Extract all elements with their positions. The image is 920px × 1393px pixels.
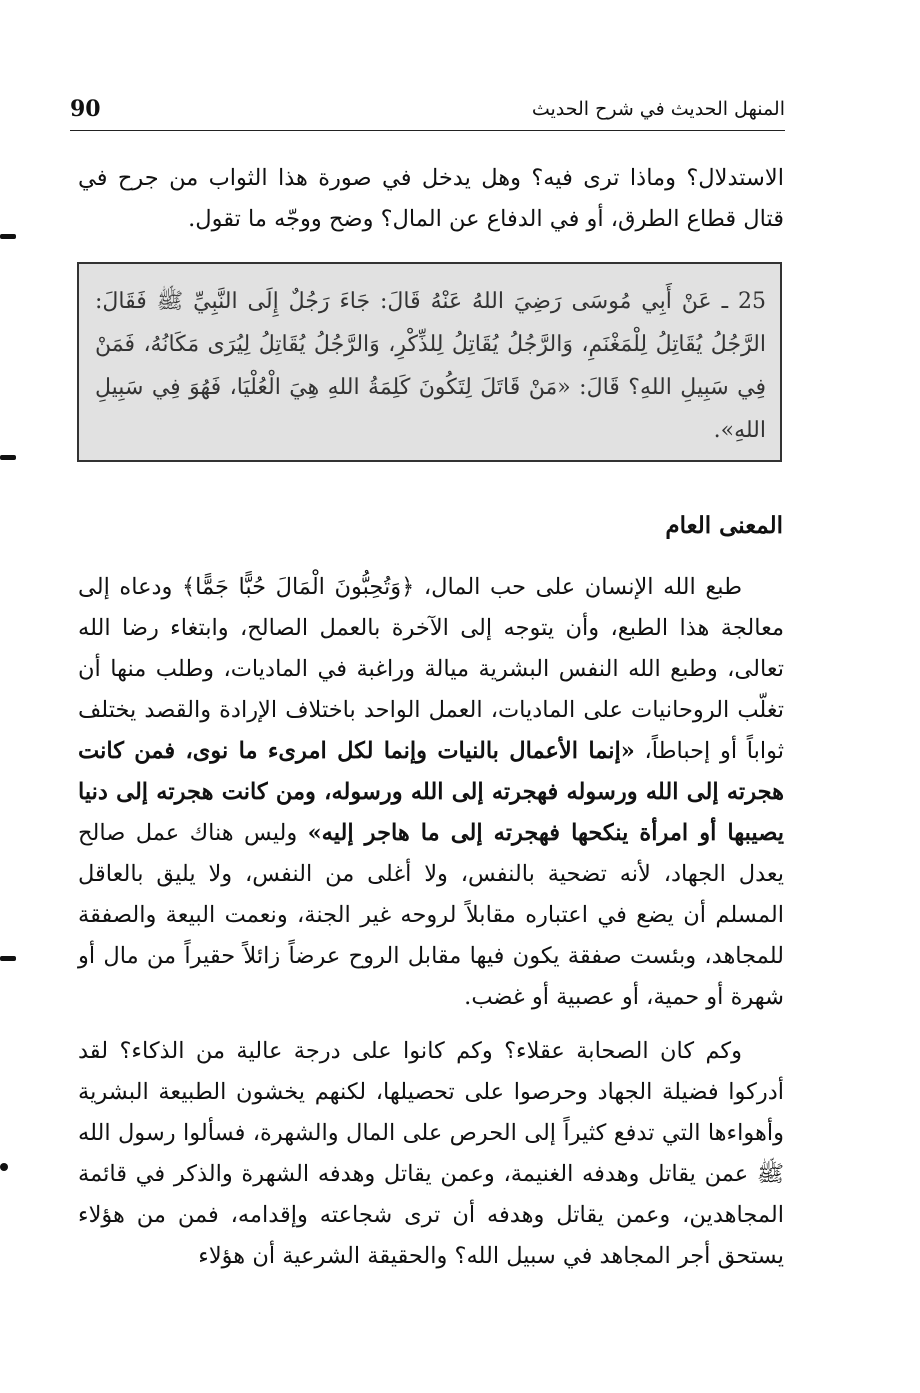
paragraph-2-text: وكم كان الصحابة عقلاء؟ وكم كانوا على درجة عالية من الذكاء؟ لقد أدركوا فضيلة الجهاد وحرصوا على تحصيلها، لكنهم يخشون الطبيعة البشرية وأهواءها التي تدفع كثيراً إلى الحرص على المال والشهرة، فسألوا رسول الله ﷺ عمن يقاتل وهدفه الغنيمة، وعمن يقاتل وهدفه الشهرة والذكر في قائمة المجاهدين، وعمن يقاتل وهدفه أن ترى شجاعته وإقدامه، فمن من هؤلاء يستحق أجر المجاهد في سبيل الله؟ والحقيقة الشرعية أن هؤلاء [78,1038,784,1269]
running-title: المنهل الحديث في شرح الحديث [531,98,785,120]
section-heading: المعنى العام [665,512,783,539]
body-paragraph-2 [78,1031,784,1277]
paragraph-1-part-1: طبع الله الإنسان على حب المال، ﴿وَتُحِبُّونَ الْمَالَ حُبًّا جَمًّا﴾ ودعاه إلى معالجة هذا الطبع، وأن يتوجه إلى الآخرة بالعمل الصالح، وابتغاء رضا الله تعالى، وطبع الله النفس البشرية ميالة وراغبة في الماديات، وطلب منها أن تغلّب الروحانيات على الماديات، العمل الواحد باختلاف الإرادة والقصد يختلف ثواباً أو إحباطاً، [78,574,784,764]
page-header [70,96,785,131]
hadith-text: 25 ـ عَنْ أَبِي مُوسَى رَضِيَ اللهُ عَنْهُ قَالَ: جَاءَ رَجُلٌ إِلَى النَّبِيِّ ﷺ فَقَالَ: الرَّجُلُ يُقَاتِلُ لِلْمَغْنَمِ، وَالرَّجُلُ يُقَاتِلُ لِلذِّكْرِ، وَالرَّجُلُ يُقَاتِلُ لِيُرَى مَكَانُهُ، فَمَنْ فِي سَبِيلِ اللهِ؟ قَالَ: «مَنْ قَاتَلَ لِتَكُونَ كَلِمَةُ اللهِ هِيَ الْعُلْيَا، فَهُوَ فِي سَبِيلِ اللهِ». [95,289,766,443]
body-paragraph-1 [78,567,784,1018]
hadith-quote-bold: «إنما الأعمال بالنيات وإنما لكل امرىء ما نوى، فمن كانت هجرته إلى الله ورسوله فهجرته إلى الله ورسوله، ومن كانت هجرته إلى دنيا يصيبها أو امرأة ينكحها فهجرته إلى ما هاجر إليه» [78,738,784,846]
scan-margin-mark [0,1163,8,1171]
page-number: 90 [70,96,101,122]
scan-margin-mark [0,234,16,239]
intro-paragraph: الاستدلال؟ وماذا ترى فيه؟ وهل يدخل في صورة هذا الثواب من جرح في قتال قطاع الطرق، أو في الدفاع عن المال؟ وضح ووجّه ما تقول. [78,165,784,232]
paragraph-1-part-2: وليس هناك عمل صالح يعدل الجهاد، لأنه تضحية بالنفس، ولا أغلى من النفس، ولا يليق بالعاقل المسلم أن يضع في اعتباره مقابلاً لروحه غير الجنة، ونعمت البيعة والصفقة للمجاهد، وبئست صفقة يكون فيها مقابل الروح عرضاً زائلاً حقيراً من مال أو شهرة أو حمية، أو عصبية أو غضب. [78,820,784,1010]
hadith-box [77,262,782,462]
scan-margin-mark [0,956,16,961]
scan-margin-mark [0,455,16,460]
